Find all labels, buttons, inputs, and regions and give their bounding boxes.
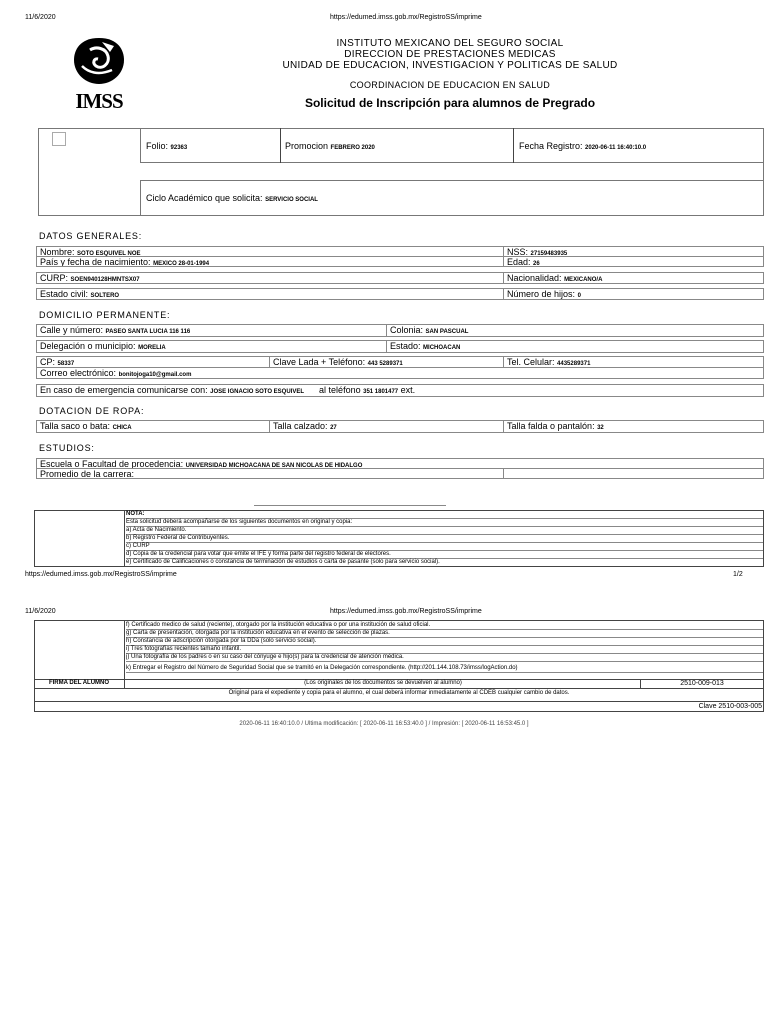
- estado: Estado: MICHOACAN: [386, 340, 764, 353]
- form-title: Solicitud de Inscripción para alumnos de Pregrado: [304, 96, 596, 110]
- section-ropa: DOTACION DE ROPA:: [39, 406, 145, 416]
- nota-item-i: i) Tres fotografías recientes tamaño infantil.: [126, 645, 763, 654]
- page-number: 1/2: [733, 571, 743, 578]
- nota-item-e: e) Certificado de Calificaciones o constancia de terminación de estudios o carta de pasante (solo para servicio social).: [126, 559, 440, 565]
- nombre: Nombre: SOTO ESQUIVEL NOE: [36, 246, 504, 257]
- header-line2: DIRECCION DE PRESTACIONES MEDICAS: [344, 49, 556, 60]
- cp: CP: 58337: [36, 356, 270, 368]
- curp: CURP: SOEN940128HMNTSX07: [36, 272, 504, 284]
- signature-line: [254, 505, 446, 506]
- nota-item-g: g) Carta de presentación, otorgada por la institución educativa en el evento de selección de plazas.: [126, 629, 763, 638]
- calle: Calle y número: PASEO SANTA LUCIA 116 116: [36, 324, 387, 337]
- talla-falda: Talla falda o pantalón: 32: [503, 420, 764, 433]
- print-url-p2: https://edumed.imss.gob.mx/RegistroSS/imprime: [330, 608, 482, 615]
- promedio: Promedio de la carrera:: [36, 468, 504, 479]
- folio-row: [140, 128, 764, 163]
- delegacion: Delegación o municipio: MORELIA: [36, 340, 387, 353]
- section-datos-generales: DATOS GENERALES:: [39, 231, 142, 241]
- header-line3: UNIDAD DE EDUCACION, INVESTIGACION Y POLITICAS DE SALUD: [282, 60, 618, 71]
- clave-bottom: Clave 2510-003-005: [698, 703, 762, 710]
- folio: Folio: 92363: [146, 141, 188, 151]
- nota-item-k: k) Entregar el Registro del Número de Seguridad Social que se tramitó en la Delegación correspondiente. (http://201.144.108.73/imss/logAction.do): [126, 664, 763, 673]
- promedio-value: [503, 468, 764, 479]
- nota-item-h: h) Constancia de adscripción otorgada por la DDa (solo servicio social).: [126, 637, 763, 646]
- estado-civil: Estado civil: SOLTERO: [36, 288, 504, 300]
- header-line1: INSTITUTO MEXICANO DEL SEGURO SOCIAL: [336, 38, 564, 49]
- edad: Edad: 26: [503, 256, 764, 267]
- print-url: https://edumed.imss.gob.mx/RegistroSS/imprime: [330, 14, 482, 21]
- nota-item-c: c) CURP: [126, 542, 763, 551]
- clave-right: 2510-009-013: [680, 680, 724, 687]
- talla-saco: Talla saco o bata: CHICA: [36, 420, 270, 433]
- talla-calzado: Talla calzado: 27: [269, 420, 504, 433]
- emergencia: En caso de emergencia comunicarse con: JOSE IGNACIO SOTO ESQUIVEL al teléfono 351 1801477 ext.: [36, 384, 764, 397]
- nota-item-d: d) Copia de la credencial para votar que emite el IFE y forma parte del registro federal de electores.: [126, 550, 763, 559]
- nss: NSS: 27159483935: [503, 246, 764, 257]
- nota-item-j: j) Una fotografía de los padres o en su caso del cónyuge e hijo(s) para la credencial de atención médica.: [126, 653, 763, 662]
- timestamps-footer: 2020-06-11 16:40:10.0 / Ultima modificación: [ 2020-06-11 16:53:40.0 ] / Impresión: [ 2020-06-11 16:53:45.0 ]: [239, 721, 529, 727]
- promocion: Promocion FEBRERO 2020: [285, 141, 375, 151]
- imss-logo: [68, 36, 130, 113]
- header-line4: COORDINACION DE EDUCACION EN SALUD: [349, 80, 551, 90]
- nota-intro: Esta solicitud deberá acompañarse de los siguientes documentos en original y copia:: [126, 518, 763, 527]
- print-date: 11/6/2020: [25, 14, 56, 21]
- photo-placeholder-icon: [52, 132, 66, 146]
- nacionalidad: Nacionalidad: MEXICANO/A: [503, 272, 764, 284]
- section-domicilio: DOMICILIO PERMANENTE:: [39, 310, 171, 320]
- print-date-p2: 11/6/2020: [25, 608, 56, 615]
- numero-hijos: Número de hijos: 0: [503, 288, 764, 300]
- tel-celular: Tel. Celular: 4435289371: [503, 356, 764, 368]
- nota-title: NOTA:: [126, 510, 763, 519]
- imss-eagle-icon: [68, 36, 130, 86]
- logo-text: IMSS: [75, 89, 123, 113]
- pais-nacimiento: País y fecha de nacimiento: MEXICO 28-01-1994: [36, 256, 504, 267]
- colonia: Colonia: SAN PASCUAL: [386, 324, 764, 337]
- nota-item-b: b) Registro Federal de Contribuyentes.: [126, 534, 763, 543]
- nota-item-a: a) Acta de Nacimiento.: [126, 526, 763, 535]
- escuela: Escuela o Facultad de procedencia: UNIVERSIDAD MICHOACANA DE SAN NICOLAS DE HIDALGO: [36, 458, 764, 469]
- originales-note: (Los originales de los documentos se devuelven al alumno): [304, 680, 462, 686]
- clave-lada: Clave Lada + Teléfono: 443 5289371: [269, 356, 504, 368]
- fecha-registro: Fecha Registro: 2020-06-11 16:40:10.0: [519, 141, 647, 151]
- nota-item-f: f) Certificado medico de salud (reciente), otorgado por la institución educativa o por una institución de salud oficial.: [126, 621, 763, 630]
- ciclo: Ciclo Académico que solicita: SERVICIO SOCIAL: [146, 193, 318, 203]
- footer-url: https://edumed.imss.gob.mx/RegistroSS/imprime: [25, 571, 177, 578]
- correo: Correo electrónico: bonitojoga10@gmail.com: [36, 367, 764, 379]
- original-text: Original para el expediente y copia para el alumno, el cual deberá informar inmediatamente al CDEB cualquier cambio de datos.: [228, 690, 570, 696]
- firma-alumno: FIRMA DEL ALUMNO: [48, 680, 110, 686]
- section-estudios: ESTUDIOS:: [39, 443, 95, 453]
